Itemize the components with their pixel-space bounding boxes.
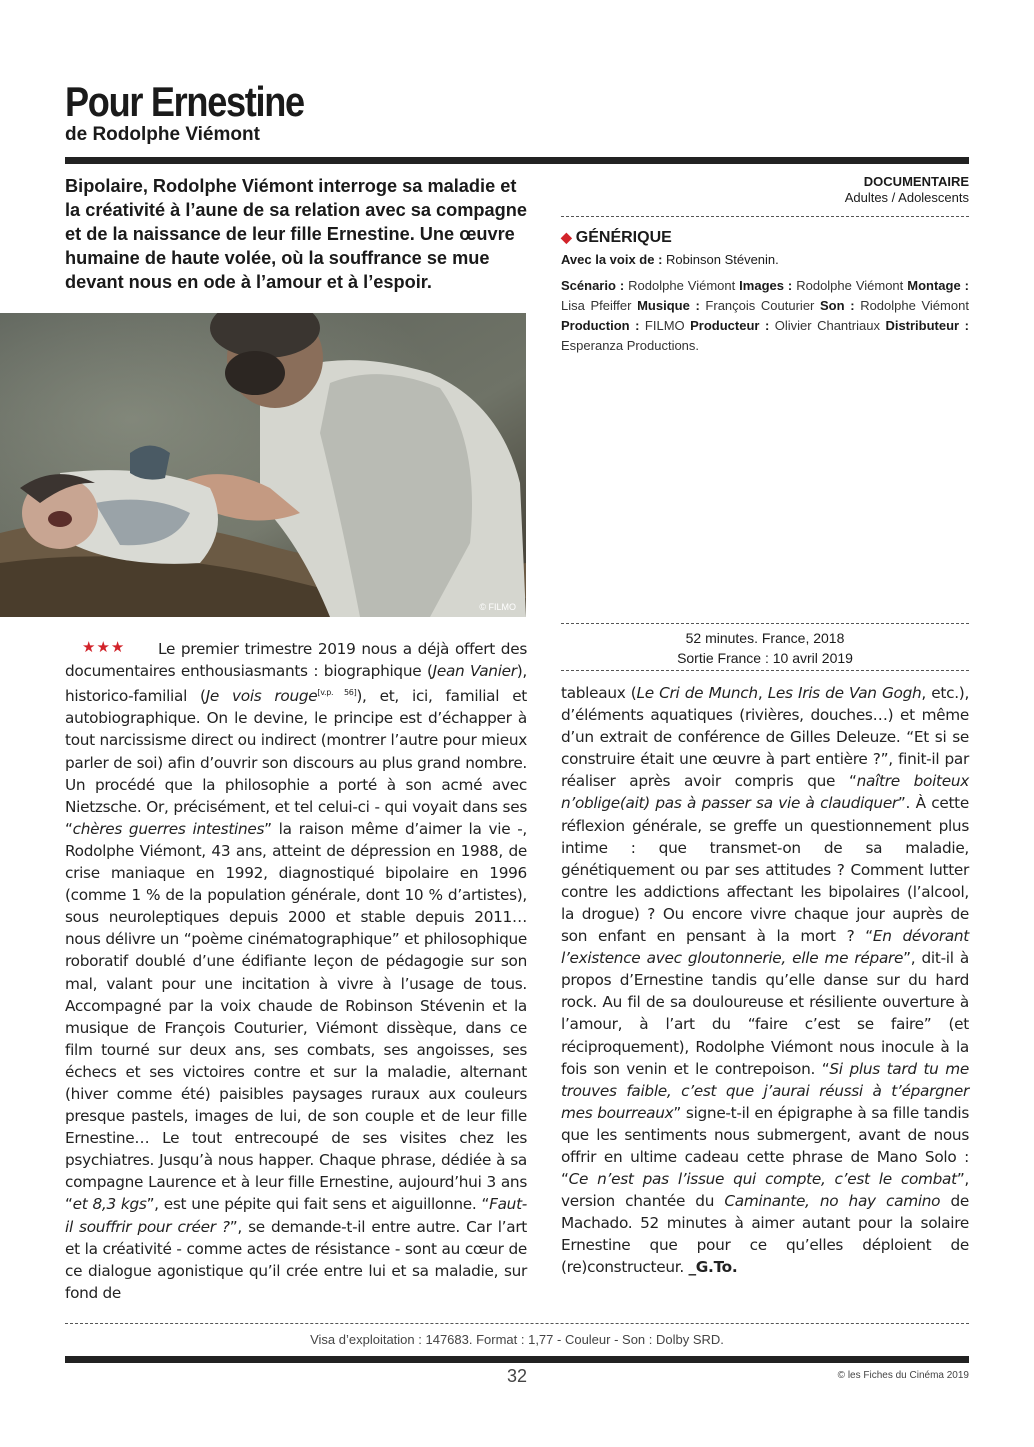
article-column-left — [65, 638, 527, 1304]
genre-category: DOCUMENTAIRE — [863, 174, 969, 189]
info-divider — [561, 623, 969, 624]
genre-divider — [561, 216, 969, 217]
credit-value: François Couturier — [705, 298, 815, 313]
film-title: Pour Ernestine — [65, 78, 304, 125]
credit-label: Musique : — [637, 298, 700, 313]
article-text-segment: Si plus tard tu me trouves faible, c’est que j’aurai réussi à t’épargner mes bourreaux — [561, 1059, 969, 1122]
voice-value: Robinson Stévenin. — [666, 252, 779, 267]
rating-stars: ★★★ — [82, 638, 126, 656]
article-text-segment: Faut-il souffrir pour créer ? — [65, 1195, 527, 1236]
article-text-segment: ”, se demande-t-il entre autre. Car l’art et la créativité - comme actes de résistance - sont au cœur de ce dialogue agonistique qu’il crée entre lui et sa maladie, sur fond de — [65, 1217, 528, 1302]
genre-audience: Adultes / Adolescents — [844, 190, 969, 205]
credit-value: Esperanza Productions. — [561, 338, 700, 353]
genre-block — [845, 174, 969, 206]
copyright: © les Fiches du Cinéma 2019 — [837, 1370, 969, 1381]
page-number: 32 — [506, 1366, 528, 1386]
credit-value: Olivier Chantriaux — [774, 318, 880, 333]
credit-label: Montage : — [907, 278, 969, 293]
article-text-segment: ” signe-t-il en épigraphe à sa fille tandis que les sentiments nous submergent, avant de nous offrir en ultime cadeau cette phrase de Mano Solo : “ — [561, 1103, 970, 1189]
article-text-segment: Le Cri de Munch — [636, 684, 758, 702]
article-text-segment: ”. À cette réflexion générale, se greffe un questionnement plus intime : que transmet-on de sa maladie, génétiquement ou par ses attitudes ? Comment lutter contre les addictions affectant les bipolaires (l’alcool, la drogue) ? Ou encore vivre chaque jour auprès de son enfant en pensant à la mort ? “ — [561, 794, 969, 946]
article-text-segment: et 8,3 kgs — [72, 1195, 147, 1214]
photo-credit: © FILMO — [479, 602, 516, 612]
voice-credit — [561, 252, 779, 267]
article-text-segment: Je vois rouge — [205, 687, 318, 706]
bottom-rule — [65, 1356, 969, 1363]
credits-list — [561, 276, 969, 356]
article-text-segment: de Machado. 52 minutes à aimer autant pour la solaire Ernestine que pour ce qu’elles déploient de (re)constructeur. — [561, 1192, 969, 1277]
credit-label: Distributeur : — [885, 318, 969, 333]
credit-label: Images : — [739, 278, 793, 293]
article-text-segment: [v.p. 56] — [317, 688, 357, 698]
lead-paragraph: Bipolaire, Rodolphe Viémont interroge sa maladie et la créativité à l’aune de sa relation avec sa compagne et de la naissance de leur fille Ernestine. Une œuvre humaine de haute volée, où la souffrance se mue devant nous en ode à l’amour et à l’espoir. — [65, 176, 527, 292]
article-text-segment: tableaux ( — [561, 684, 637, 702]
diamond-icon: ◆ — [561, 229, 572, 245]
article-text-segment: , — [757, 684, 768, 702]
credit-value: Rodolphe Viémont — [796, 278, 904, 293]
film-director: de Rodolphe Viémont — [65, 124, 260, 145]
article-text-segment: _G.To. — [688, 1258, 738, 1277]
article-text-segment: ), et, ici, familial et autobiographique. On le devine, le principe est d’échapper à tout narcissisme direct ou indirect (montrer l’autre pour mieux parler de soi) afin d’ouvrir son discours au plus grand nombre. Un procédé que la philosophie a porté à son acmé avec Nietzsche. Or, précisément, et tel celui-ci - qui voyait dans ses “ — [65, 687, 527, 838]
film-still-photo — [0, 313, 526, 617]
credit-label: Scénario : — [561, 278, 625, 293]
film-info — [561, 628, 969, 668]
article-text-segment: Les Iris de Van Gogh — [767, 684, 922, 702]
film-duration: 52 minutes. France, 2018 — [685, 630, 845, 646]
top-rule — [65, 157, 969, 164]
article-text-segment: Caminante, no hay camino — [724, 1192, 941, 1211]
film-release: Sortie France : 10 avril 2019 — [677, 650, 853, 666]
article-text-segment: , etc.), d’éléments aquatiques (rivières, douches…) et même d’un extrait de conférence de Gilles Deleuze. “Et si se construire était une œuvre à part entière ?”, finit-il par réaliser après avoir compris que “ — [561, 684, 970, 791]
article-text-segment: ”, dit-il à propos d’Ernestine tandis qu’elle danse sur du hard rock. Au fil de sa douloureuse et résiliente ouverture à l’amour, à l’art du “faire c’est se faire” (et réciproquement), Rodolphe Viémont nous inocule à la fois son venin et le contrepoison. “ — [561, 949, 969, 1078]
generique-heading — [561, 229, 672, 247]
credit-label: Son : — [820, 298, 855, 313]
article-text-segment: ”, version chantée du — [561, 1170, 969, 1211]
article-column-right — [561, 682, 969, 1279]
visa-line: Visa d’exploitation : 147683. Format : 1,77 - Couleur - Son : Dolby SRD. — [310, 1332, 724, 1347]
voice-label: Avec la voix de : — [561, 252, 663, 267]
article-text-segment: En dévorant l’existence avec gloutonnerie, elle me répare — [561, 927, 969, 968]
credit-value: FILMO — [644, 318, 685, 333]
article-text-segment: Jean Vanier — [432, 662, 517, 681]
credit-value: Rodolphe Viémont — [628, 278, 736, 293]
footer-divider — [65, 1323, 969, 1324]
article-text-segment: Le premier trimestre 2019 nous a déjà offert des documentaires enthousiasmants : biographique ( — [65, 640, 527, 681]
article-text-segment: Ce n’est pas l’issue qui compte, c’est le combat — [568, 1170, 957, 1189]
article-text-segment: chères guerres intestines — [72, 819, 265, 838]
info-divider-bottom — [561, 670, 969, 671]
article-text-segment: ), historico-familial ( — [65, 662, 527, 706]
article-text-segment: ” la raison même d’aimer la vie -, Rodolphe Viémont, 43 ans, atteint de dépression en 1988, de crise maniaque en 1992, diagnostiqué bipolaire en 1996 (comme 1 % de la population générale, dont 10 % d’artistes), sous neuroleptiques depuis 2000 et stable depuis 2011… nous délivre un “poème cinématographique” et philosophique roboratif doublé d’une édifiante leçon de pédagogie sur son mal, valant pour une incitation à vivre à l’usage de tous. Accompagné par la voix chaude de Robinson Stévenin et la musique de François Couturier, Viémont dissèque, dans ce film tourné sur deux ans, ses combats, ses angoisses, ses échecs et ses victoires contre et sur la maladie, alternant (hiver comme été) paisibles paysages ruraux aux couleurs presque pastels, images de lui, de son couple et de leur fille Ernestine… Le tout entrecoupé de ses visites chez les psychiatres. Jusqu’à nous happer. Chaque phrase, dédiée à sa compagne Laurence et à leur fille Ernestine, aujourd’hui 3 ans “ — [65, 819, 527, 1214]
credit-value: Rodolphe Viémont — [860, 298, 969, 313]
film-still-image — [0, 313, 526, 617]
generique-heading-text: GÉNÉRIQUE — [575, 229, 672, 246]
credit-label: Producteur : — [690, 318, 770, 333]
article-text-segment: ”, est une pépite qui fait sens et aiguillonne. “ — [146, 1195, 490, 1214]
credit-value: Lisa Pfeiffer — [561, 298, 632, 313]
article-text-segment: naître boiteux n’oblige(ait) pas à passer sa vie à claudiquer — [561, 772, 969, 813]
credit-label: Production : — [561, 318, 640, 333]
